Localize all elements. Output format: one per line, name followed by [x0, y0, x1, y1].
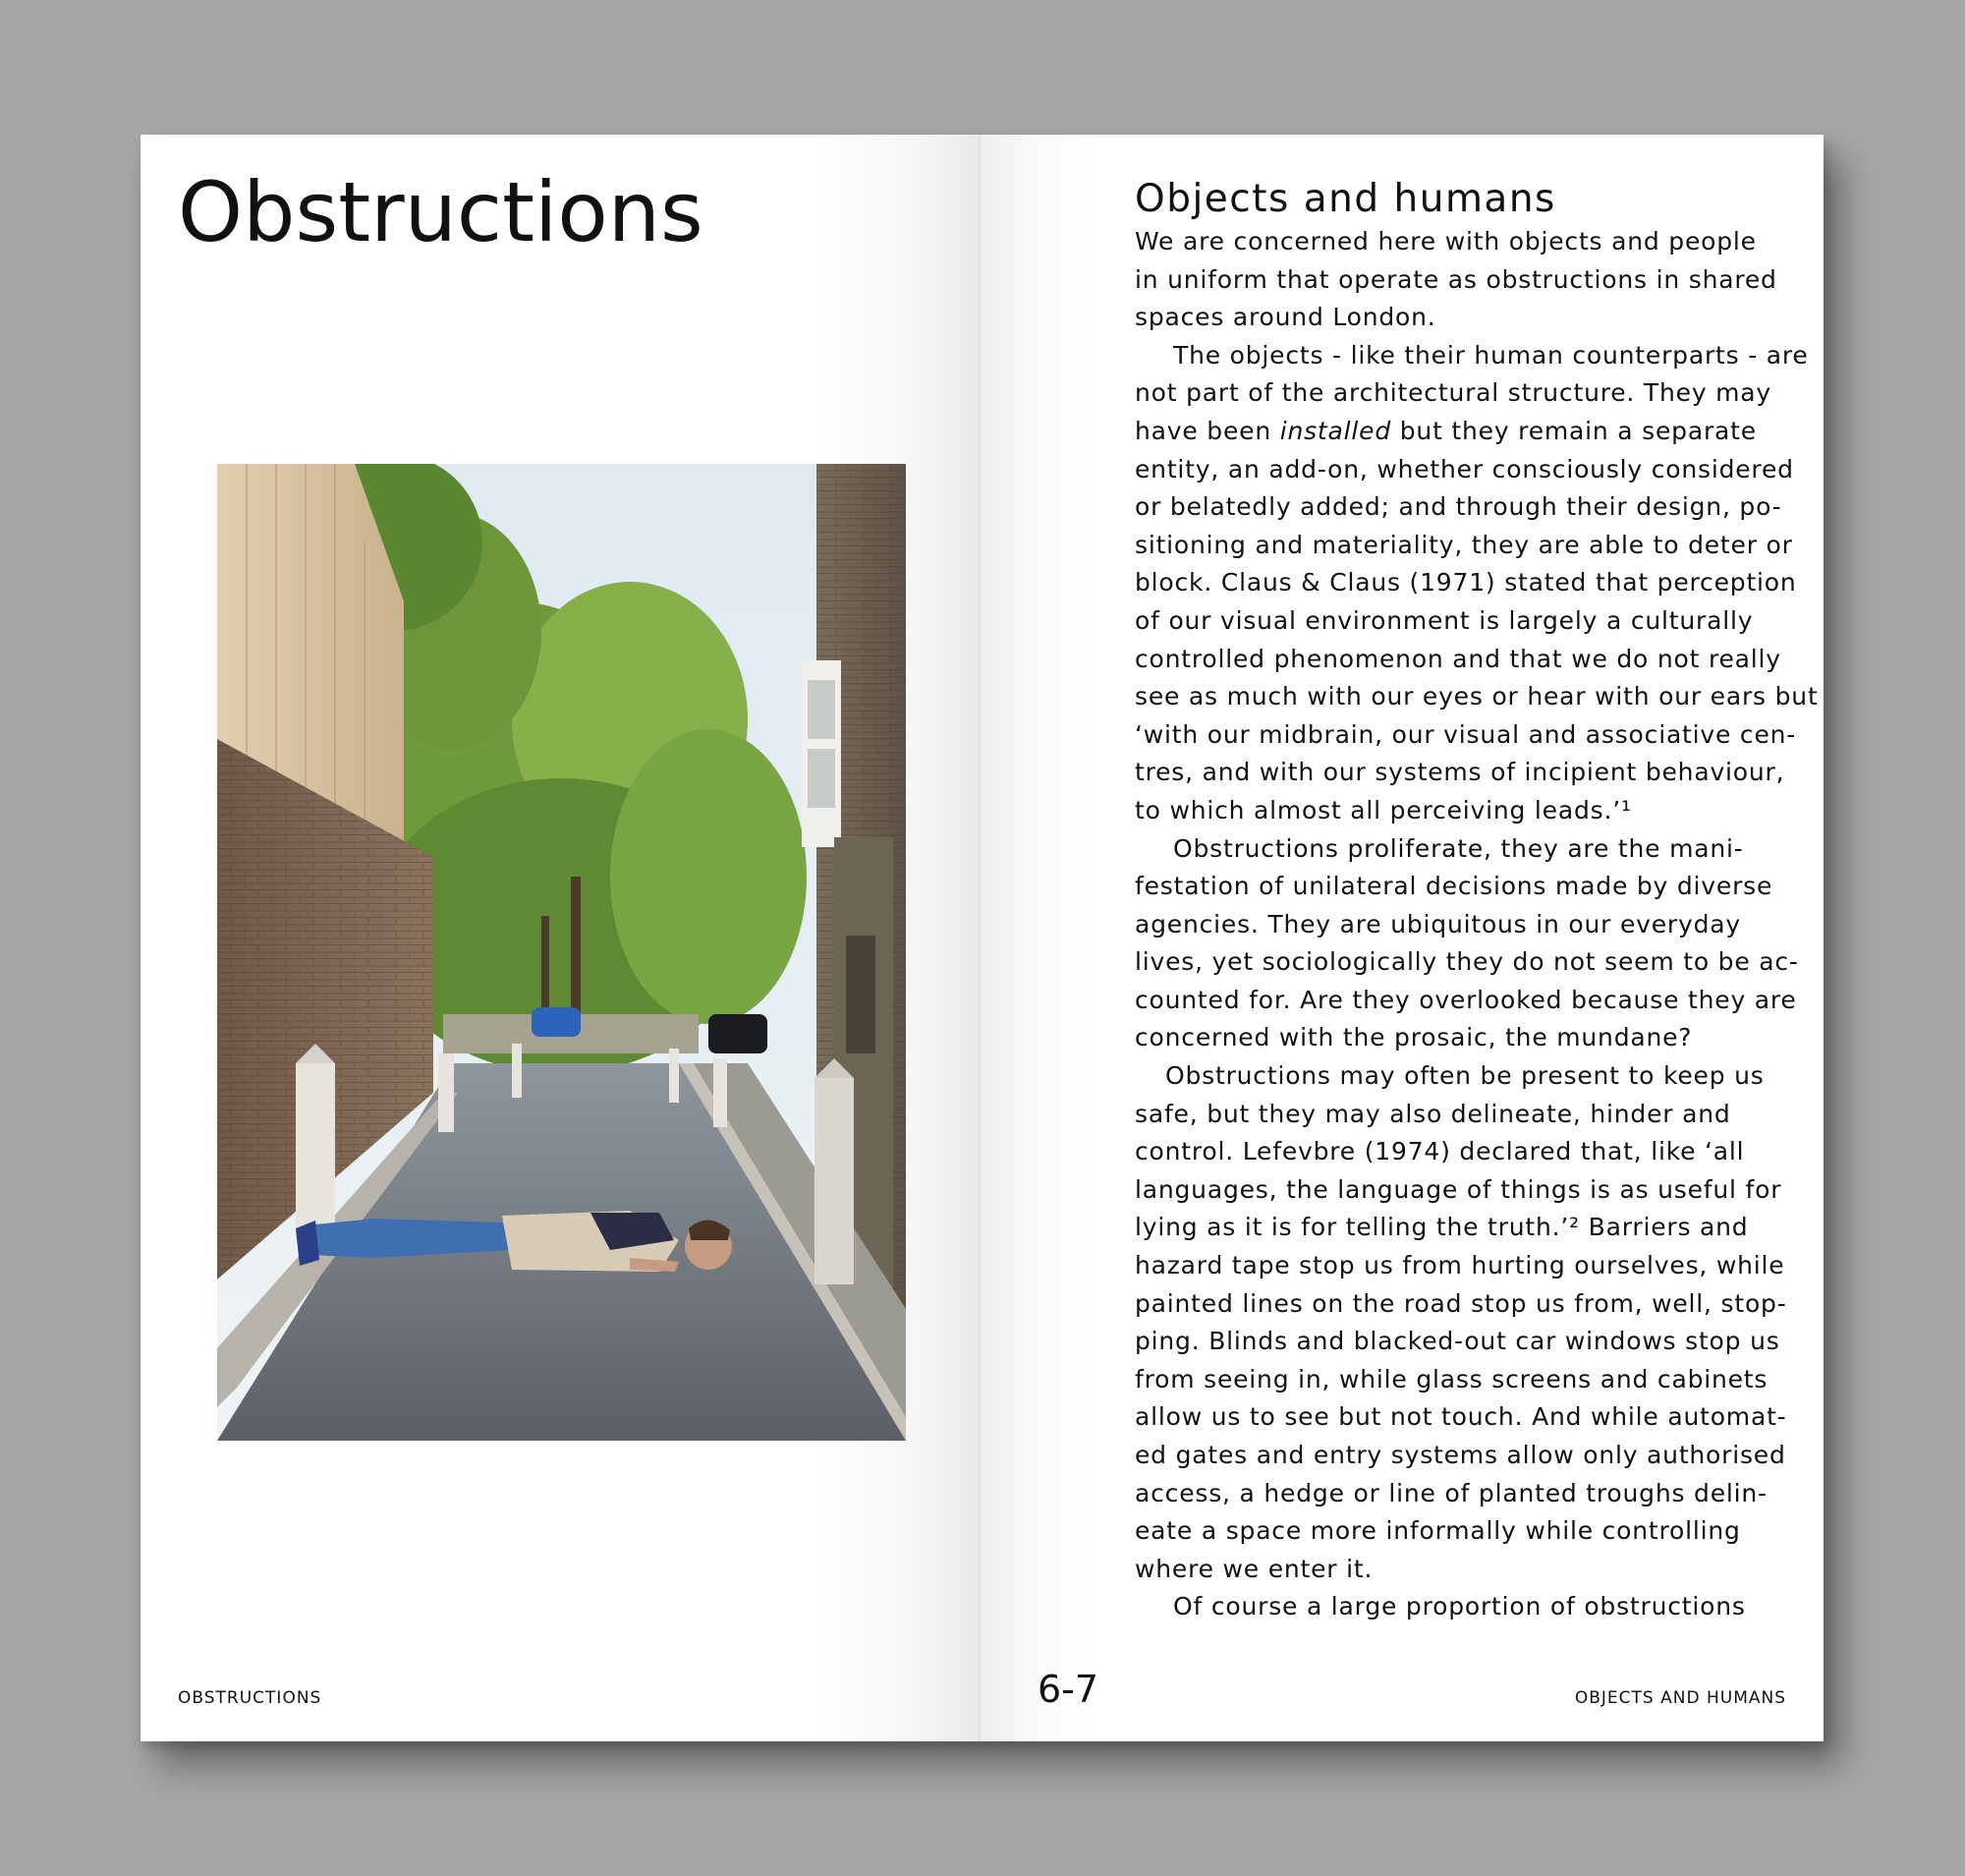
- text-line: The objects - like their human counterparts - are: [1173, 340, 1809, 370]
- body-text: [1135, 176, 1819, 1626]
- right-page: [981, 135, 1824, 1741]
- photo-icon: [217, 464, 906, 1441]
- book-spread: [140, 135, 1824, 1741]
- text-line: ping. Blinds and blacked-out car windows stop us: [1135, 1327, 1780, 1356]
- page-title: Obstructions: [178, 164, 703, 260]
- text-line: Of course a large proportion of obstructions: [1173, 1592, 1746, 1621]
- text-line: hazard tape stop us from hurting ourselves, while: [1135, 1251, 1785, 1280]
- text-line: control. Lefevbre (1974) declared that, like ‘all: [1135, 1137, 1745, 1166]
- left-footer: OBSTRUCTIONS: [178, 1688, 322, 1708]
- right-footer: OBJECTS AND HUMANS: [1574, 1688, 1786, 1708]
- text-line: lives, yet sociologically they do not seem to be ac-: [1135, 947, 1799, 977]
- text-line: sitioning and materiality, they are able to deter or: [1135, 530, 1793, 559]
- text-line: Obstructions may often be present to keep us: [1165, 1061, 1765, 1091]
- text-line: counted for. Are they overlooked because they are: [1135, 985, 1797, 1014]
- text-line: languages, the language of things is as useful for: [1135, 1174, 1782, 1204]
- italic-word: installed: [1279, 416, 1391, 445]
- text-line: spaces around London.: [1135, 303, 1436, 332]
- text-line: lying as it is for telling the truth.’² Barriers and: [1135, 1213, 1749, 1242]
- text-line: safe, but they may also delineate, hinder and: [1135, 1099, 1731, 1128]
- text-line: from seeing in, while glass screens and cabinets: [1135, 1364, 1768, 1393]
- text-line: of our visual environment is largely a culturally: [1135, 605, 1754, 635]
- text-line: Obstructions proliferate, they are the mani-: [1173, 833, 1744, 863]
- section-heading: Objects and humans: [1135, 177, 1556, 221]
- text-line: allow us to see but not touch. And while automat-: [1135, 1402, 1787, 1432]
- text-line: see as much with our eyes or hear with our ears but: [1135, 682, 1819, 711]
- text-line: eate a space more informally while controlling: [1135, 1516, 1741, 1546]
- street-photo: [217, 464, 906, 1441]
- page-number: 6-7: [1038, 1668, 1099, 1711]
- text-line: where we enter it.: [1135, 1554, 1374, 1583]
- text-line: to which almost all perceiving leads.’¹: [1135, 795, 1632, 824]
- text-line: agencies. They are ubiquitous in our everyday: [1135, 909, 1741, 938]
- text-line: concerned with the prosaic, the mundane?: [1135, 1023, 1693, 1052]
- text-line: ed gates and entry systems allow only authorised: [1135, 1441, 1786, 1469]
- text-fragment: but they remain a separate: [1399, 416, 1757, 445]
- text-line: or belatedly added; and through their design, po-: [1135, 492, 1782, 522]
- text-line: festation of unilateral decisions made by diverse: [1135, 872, 1773, 901]
- text-line: [1135, 413, 1793, 451]
- text-line: access, a hedge or line of planted troughs delin-: [1135, 1478, 1768, 1507]
- left-page: [140, 135, 981, 1741]
- text-line: tres, and with our systems of incipient behaviour,: [1135, 758, 1785, 787]
- text-line: controlled phenomenon and that we do not really: [1135, 644, 1781, 673]
- text-line: block. Claus & Claus (1971) stated that perception: [1135, 568, 1797, 597]
- text-line: ‘with our midbrain, our visual and associative cen-: [1135, 719, 1797, 749]
- text-line: We are concerned here with objects and people: [1135, 227, 1757, 256]
- text-fragment: have been: [1135, 416, 1271, 445]
- text-line: not part of the architectural structure. They may: [1135, 378, 1772, 408]
- text-line: painted lines on the road stop us from, well, stop-: [1135, 1288, 1787, 1318]
- text-line: in uniform that operate as obstructions in shared: [1135, 264, 1777, 294]
- text-line: entity, an add-on, whether consciously considered: [1135, 454, 1794, 483]
